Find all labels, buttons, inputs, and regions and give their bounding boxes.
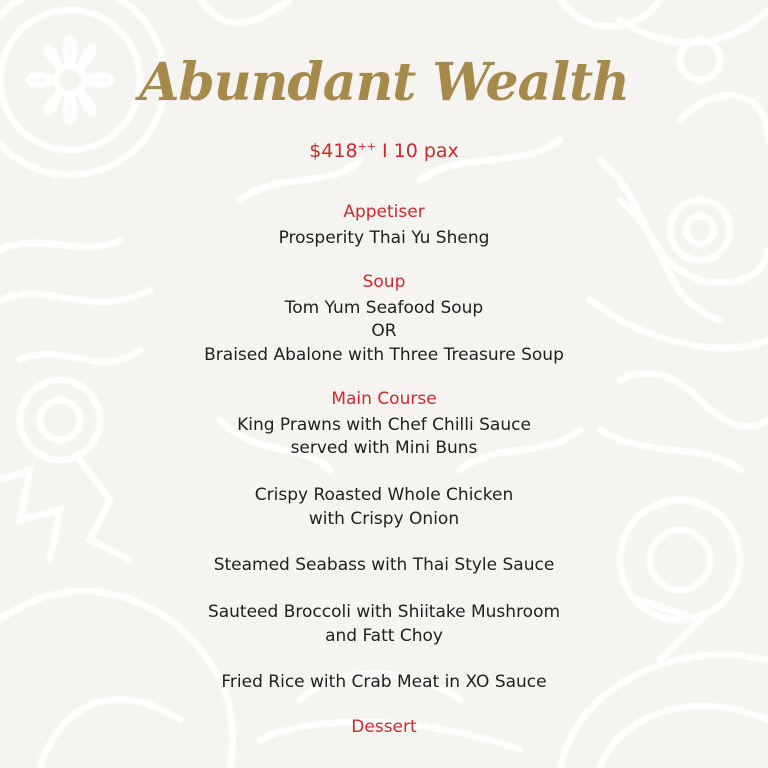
price-line xyxy=(0,140,768,162)
main-dish-5: Fried Rice with Crab Meat in XO Sauce xyxy=(221,672,547,692)
soup-option-1: Tom Yum Seafood Soup xyxy=(284,298,484,318)
price-suffix: ++ xyxy=(357,140,376,153)
main-dish-2-line-2: with Crispy Onion xyxy=(308,509,460,529)
main-course-heading: Main Course xyxy=(331,389,437,409)
main-dish-4-line-2: and Fatt Choy xyxy=(325,626,443,646)
price-amount: $418 xyxy=(309,140,358,162)
price-separator: I xyxy=(382,140,388,162)
soup-or-separator: OR xyxy=(371,321,397,341)
main-dish-3: Steamed Seabass with Thai Style Sauce xyxy=(213,555,555,575)
menu-title: Abundant Wealth xyxy=(139,52,629,113)
appetiser-heading: Appetiser xyxy=(343,202,425,222)
main-dish-1-line-2: served with Mini Buns xyxy=(290,438,478,458)
main-dish-4-line-1: Sauteed Broccoli with Shiitake Mushroom xyxy=(207,602,561,622)
main-dish-2-line-1: Crispy Roasted Whole Chicken xyxy=(254,485,514,505)
pax-count: 10 pax xyxy=(393,140,459,162)
soup-heading: Soup xyxy=(362,272,406,292)
dessert-heading: Dessert xyxy=(351,717,417,737)
appetiser-item: Prosperity Thai Yu Sheng xyxy=(278,228,490,248)
main-dish-1-line-1: King Prawns with Chef Chilli Sauce xyxy=(237,415,531,435)
soup-option-2: Braised Abalone with Three Treasure Soup xyxy=(204,345,564,365)
